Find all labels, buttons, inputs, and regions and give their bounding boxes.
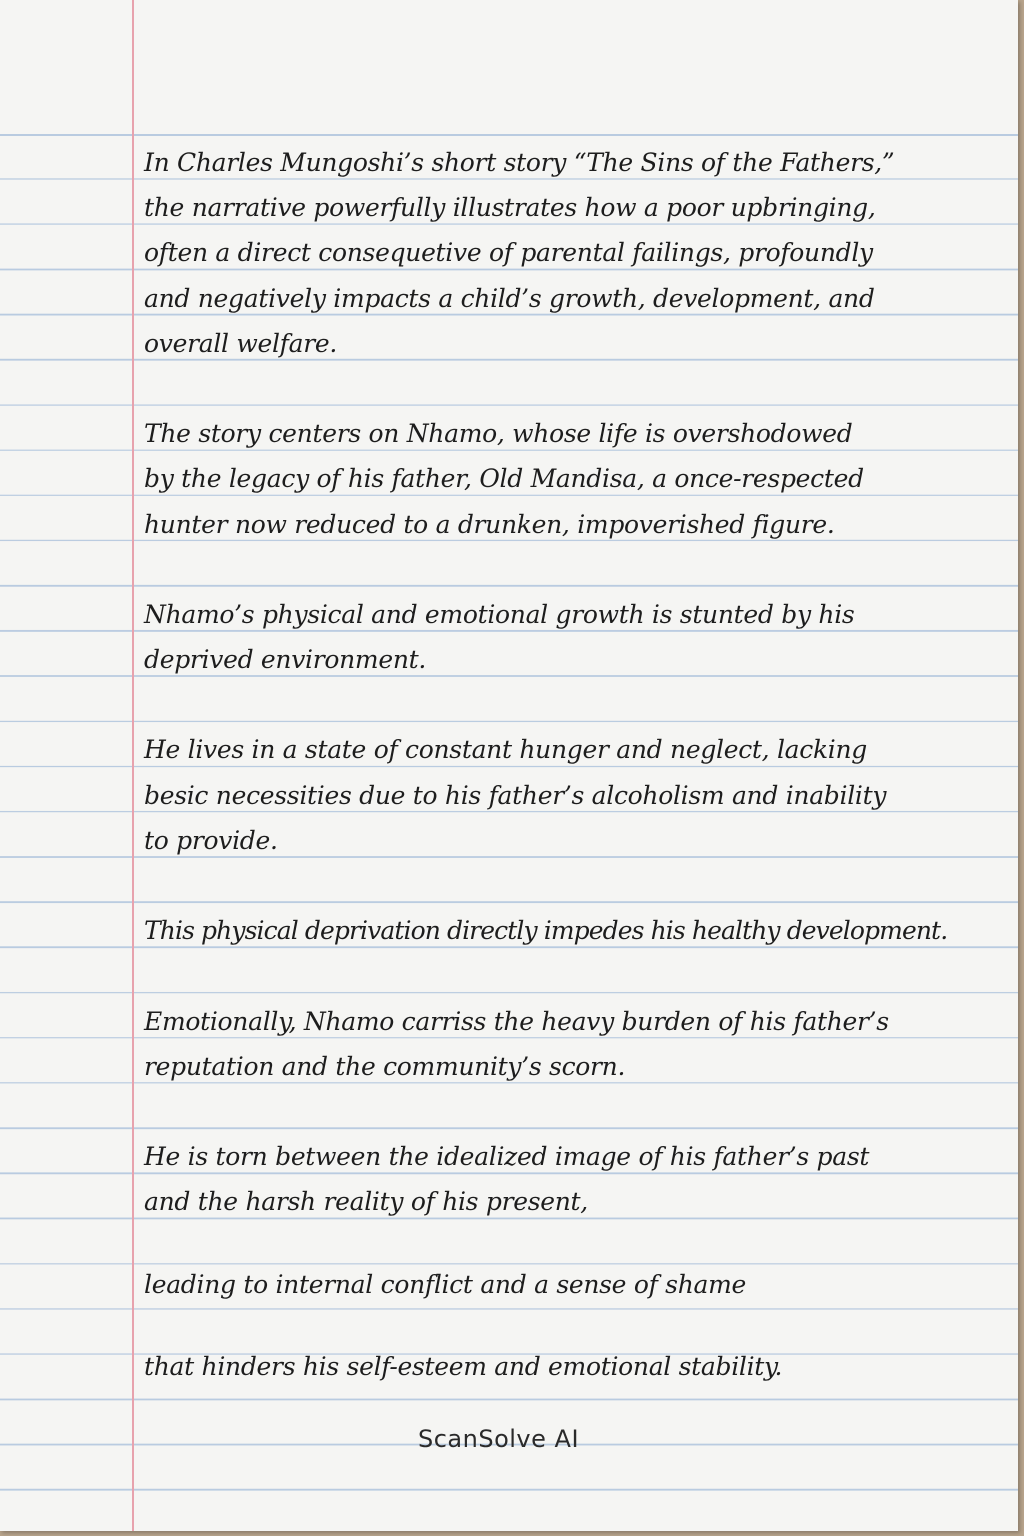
text-line: The story centers on Nhamo, whose life is overshodowed	[144, 419, 853, 449]
paragraph	[144, 411, 964, 547]
paragraph-gap	[144, 953, 964, 998]
text-line: by the legacy of his father, Old Mandisa, a once-respected	[144, 464, 864, 494]
paragraph	[144, 1344, 964, 1389]
signature: ScanSolve AI	[418, 1425, 580, 1453]
text-line: In Charles Mungoshi’s short story “The Sins of the Fathers,”	[144, 148, 895, 177]
paragraph	[144, 140, 964, 366]
handwritten-text	[144, 140, 964, 1389]
paragraph	[144, 727, 964, 863]
ruled-line	[0, 134, 1018, 136]
paragraph	[144, 1134, 964, 1224]
margin-line	[132, 0, 134, 1531]
text-line: This physical deprivation directly impedes his healthy development.	[144, 916, 948, 946]
text-line: and the harsh reality of his present,	[144, 1187, 588, 1217]
text-line: Emotionally, Nhamo carriss the heavy burden of his father’s	[144, 1006, 889, 1036]
page-header-space	[0, 0, 1018, 134]
text-line: the narrative powerfully illustrates how a poor upbringing,	[144, 193, 876, 223]
text-line: deprived environment.	[144, 645, 427, 675]
paragraph	[144, 908, 964, 953]
text-line: Nhamo’s physical and emotional growth is stunted by his	[144, 599, 855, 629]
text-line: and negatively impacts a child’s growth, development, and	[144, 283, 875, 313]
paragraph-gap	[144, 547, 964, 592]
text-line: He lives in a state of constant hunger and neglect, lacking	[144, 735, 868, 765]
text-line: overall welfare.	[144, 328, 338, 358]
paragraph-gap	[144, 1225, 964, 1262]
text-line: often a direct consequetive of parental failings, profoundly	[144, 238, 873, 268]
paragraph-gap	[144, 1307, 964, 1344]
text-line: reputation and the community’s scorn.	[144, 1051, 626, 1081]
paragraph-gap	[144, 682, 964, 727]
text-line: leading to internal conflict and a sense of shame	[144, 1269, 747, 1299]
text-line: that hinders his self-esteem and emotional stability.	[144, 1351, 783, 1381]
paragraph-gap	[144, 1089, 964, 1134]
text-line: to provide.	[144, 825, 278, 855]
paragraph	[144, 1262, 964, 1307]
text-line: besic necessities due to his father’s alcoholism and inability	[144, 780, 887, 810]
paragraph-gap	[144, 863, 964, 908]
paragraph-gap	[144, 366, 964, 411]
text-line: hunter now reduced to a drunken, impoverished figure.	[144, 509, 835, 539]
paragraph	[144, 592, 964, 682]
text-line: He is torn between the idealized image of his father’s past	[144, 1142, 870, 1172]
paragraph	[144, 999, 964, 1089]
